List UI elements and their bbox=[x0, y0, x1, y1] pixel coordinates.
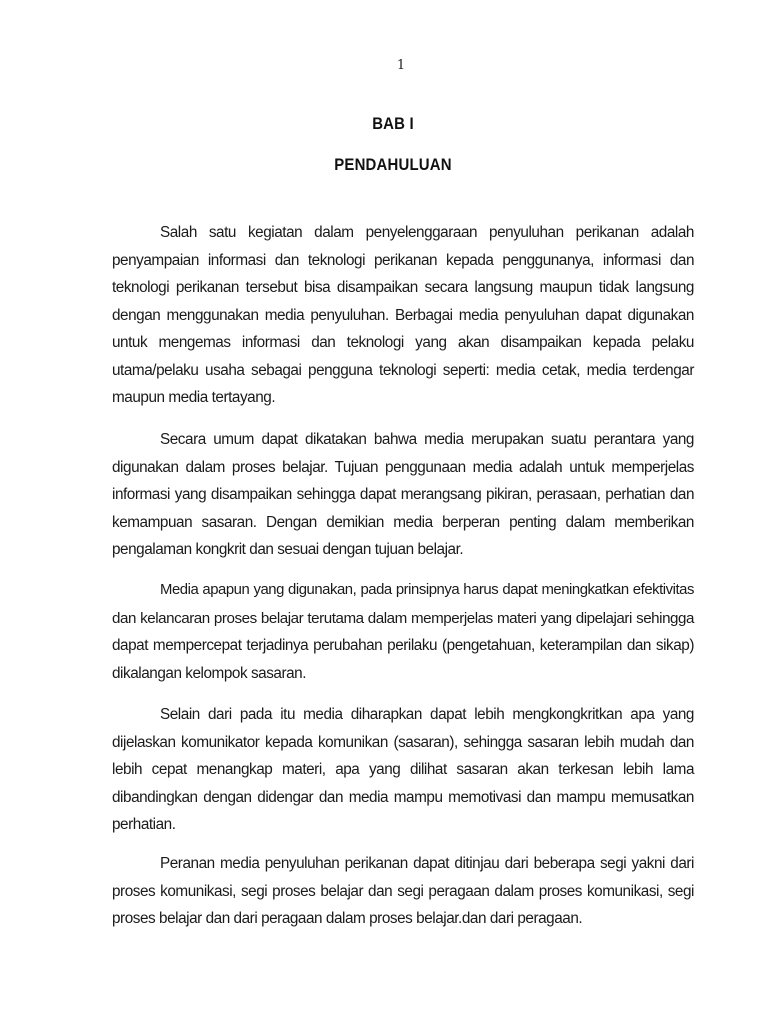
paragraph-line: proses komunikasi, segi proses belajar dan segi peragaan dalam proses komunikasi, segi bbox=[112, 882, 694, 900]
paragraph-3 bbox=[112, 577, 694, 687]
paragraph-line: perhatian. bbox=[112, 816, 176, 833]
paragraph-line: Salah satu kegiatan dalam penyelenggaraan penyuluhan perikanan adalah bbox=[160, 224, 694, 241]
paragraph-line: untuk mengemas informasi dan teknologi yang akan disampaikan kepada pelaku bbox=[112, 334, 694, 351]
paragraph-line: dibandingkan dengan didengar dan media mampu memotivasi dan mampu memusatkan bbox=[112, 788, 694, 806]
paragraph-line: informasi yang disampaikan sehingga dapat merangsang pikiran, perasaan, perhatian dan bbox=[112, 486, 694, 503]
paragraph-line: Selain dari pada itu media diharapkan dapat lebih mengkongkritkan apa yang bbox=[160, 706, 694, 723]
paragraph-5 bbox=[112, 850, 694, 933]
paragraph-line: kemampuan sasaran. Dengan demikian media berperan penting dalam memberikan bbox=[112, 513, 694, 531]
paragraph-line: penyampaian informasi dan teknologi perikanan kepada penggunanya, informasi dan bbox=[112, 251, 694, 269]
paragraph-line: dapat mempercepat terjadinya perubahan perilaku (pengetahuan, keterampilan dan sikap) bbox=[112, 637, 694, 654]
page-number: 1 bbox=[396, 58, 406, 73]
chapter-title: PENDAHULUAN bbox=[334, 155, 452, 174]
paragraph-4 bbox=[112, 701, 694, 839]
paragraph-line: Secara umum dapat dikatakan bahwa media merupakan suatu perantara yang bbox=[160, 431, 694, 448]
paragraph-line: dan kelancaran proses belajar terutama dalam memperjelas materi yang dipelajari sehingga bbox=[112, 609, 694, 627]
paragraph-line: dijelaskan komunikator kepada komunikan (sasaran), sehingga sasaran lebih mudah dan bbox=[112, 733, 694, 751]
paragraph-2 bbox=[112, 426, 694, 564]
paragraph-line: dengan menggunakan media penyuluhan. Berbagai media penyuluhan dapat digunakan bbox=[112, 306, 694, 324]
chapter-label: BAB I bbox=[372, 114, 414, 133]
paragraph-line: Media apapun yang digunakan, pada prinsipnya harus dapat meningkatkan efektivitas bbox=[160, 582, 694, 598]
paragraph-line: teknologi perikanan tersebut bisa disampaikan secara langsung maupun tidak langsung bbox=[112, 279, 694, 296]
paragraph-line: Peranan media penyuluhan perikanan dapat ditinjau dari beberapa segi yakni dari bbox=[160, 855, 694, 872]
paragraph-line: pengalaman kongkrit dan sesuai dengan tujuan belajar. bbox=[112, 541, 464, 558]
paragraph-line: digunakan dalam proses belajar. Tujuan penggunaan media adalah untuk memperjelas bbox=[112, 458, 694, 476]
paragraph-line: proses belajar dan dari peragaan dalam proses belajar.dan dari peragaan. bbox=[112, 910, 583, 927]
paragraph-1 bbox=[112, 219, 694, 412]
paragraph-line: lebih cepat menangkap materi, apa yang dilihat sasaran akan terkesan lebih lama bbox=[112, 761, 694, 778]
paragraph-line: maupun media tertayang. bbox=[112, 389, 276, 406]
paragraph-line: utama/pelaku usaha sebagai pengguna teknologi seperti: media cetak, media terdengar bbox=[112, 361, 694, 379]
paragraph-line: dikalangan kelompok sasaran. bbox=[112, 664, 307, 682]
